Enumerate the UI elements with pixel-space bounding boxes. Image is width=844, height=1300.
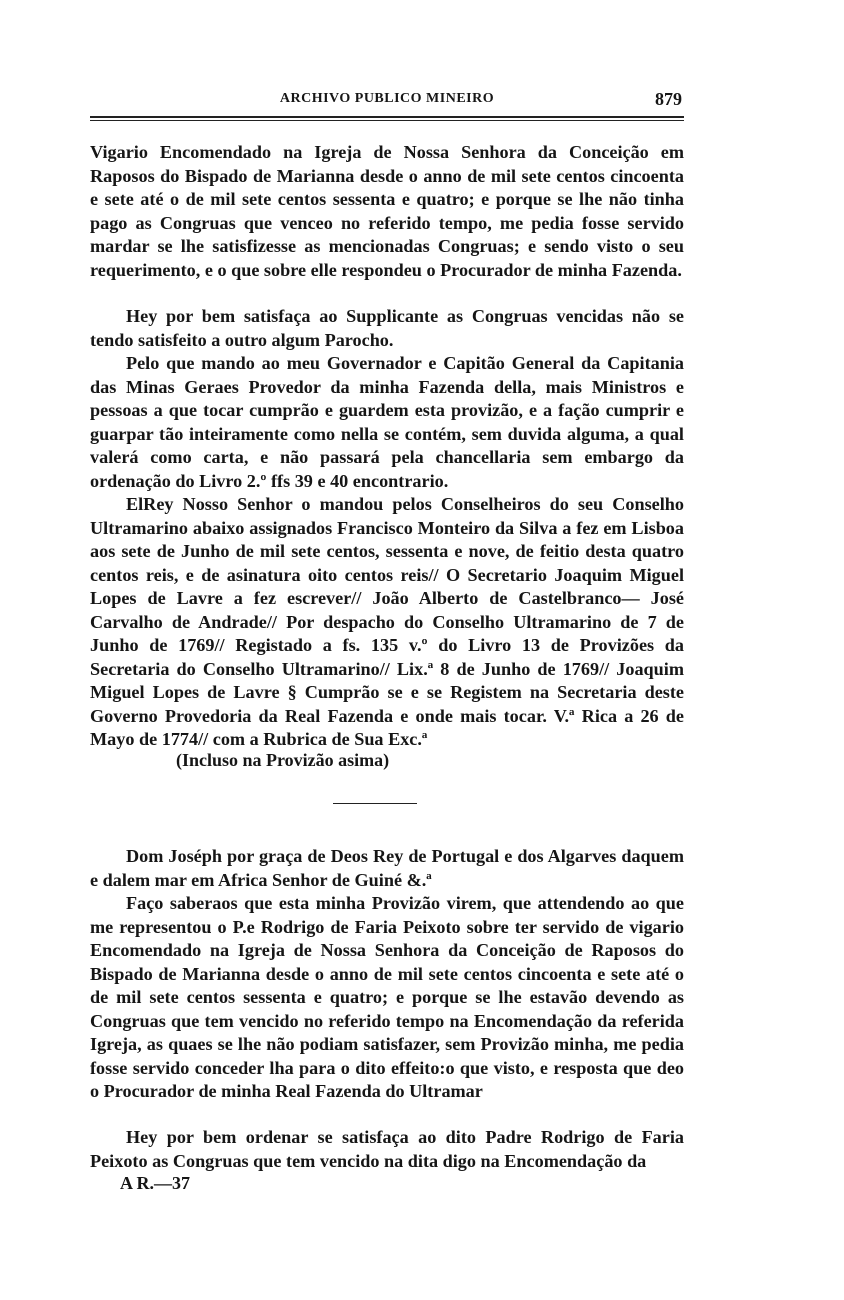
paragraph-elrey: ElRey Nosso Senhor o mandou pelos Conselheiros do seu Conselho Ultramarino abaixo assignados Francisco Monteiro da Silva a fez em Lisboa aos sete de Junho de mil sete centos, sessenta e nove, de feitio desta quatro centos reis, e de asinatura oito centos reis// O Secretario Joaquim Miguel Lopes de Lavre a fez escrever// João Alberto de Castelbranco— José Carvalho de Andrade// Por despacho do Conselho Ultramarino de 7 de Junho de 1769// Registado a fs. 135 v.º do Livro 13 de Provizões da Secretaria do Conselho Ultramarino// Lix.ª 8 de Junho de 1769// Joaquim Miguel Lopes de Lavre § Cumprão se e se Registem na Secretaria deste Governo Provedoria da Real Fazenda e onde mais tocar. V.ª Rica a 26 de Mayo de 1774// com a Rubrica de Sua Exc.ª [90, 494, 684, 749]
signature-mark: A R.—37 [120, 1173, 191, 1193]
running-title: ARCHIVO PUBLICO MINEIRO [279, 91, 495, 106]
header-rule [90, 116, 684, 121]
page-number: 879 [655, 89, 682, 109]
paragraph-faco-saber: Faço saberaos que esta minha Provizão virem, que attendendo ao que me representou o P.e Rodrigo de Faria Peixoto sobre ter servido de vigario Encomendado na Igreja de Nossa Senhora da Conceição de Raposos do Bispado de Marianna desde o anno de mil sete centos cincoenta e sete até o de mil sete centos sessenta e quatro; e porque se lhe estavão devendo as Congruas que tem vencido no referido tempo na Encomendação da referida Igreja, as quaes se lhe não podiam satisfazer, sem Provizão minha, me pedia fosse servido conceder lha para o dito effeito:o que visto, e resposta que deo o Procurador de minha Real Fazenda do Ultramar [90, 893, 684, 1101]
incluso-note: (Incluso na Provizão asima) [176, 750, 390, 770]
paragraph-continuation: Vigario Encomendado na Igreja de Nossa Senhora da Conceição em Raposos do Bispado de Marianna desde o anno de mil sete centos cincoenta e sete até o de mil sete centos sessenta e quatro; e porque se lhe não tinha pago as Congruas que venceo no referido tempo, me pedia fosse servido mardar se lhe satisfizesse as mencionadas Congruas; e sendo visto o seu requerimento, e o que sobre elle respondeu o Procurador de minha Fazenda. [90, 142, 684, 280]
paragraph-dom-joseph: Dom Joséph por graça de Deos Rey de Portugal e dos Algarves daquem e dalem mar em Africa Senhor de Guiné &.ª [90, 846, 684, 890]
page-header [90, 89, 684, 115]
paragraph-hey-por-bem: Hey por bem satisfaça ao Supplicante as Congruas vencidas não se tendo satisfeito a outro algum Parocho. [90, 306, 684, 350]
paragraph-pelo-que-mando: Pelo que mando ao meu Governador e Capitão General da Capitania das Minas Geraes Provedor da minha Fazenda della, mais Ministros e pessoas a que tocar cumprão e guardem esta provizão, e a fação cumprir e guarpar tão inteiramente como nella se contém, sem duvida alguma, a qual valerá como carta, e não passará pela chancellaria sem embargo da ordenação do Livro 2.º ffs 39 e 40 encontrario. [90, 353, 684, 491]
section-divider [333, 803, 417, 804]
paragraph-hey-ordenar: Hey por bem ordenar se satisfaça ao dito Padre Rodrigo de Faria Peixoto as Congruas que tem vencido na dita digo na Encomendação da [90, 1127, 684, 1171]
